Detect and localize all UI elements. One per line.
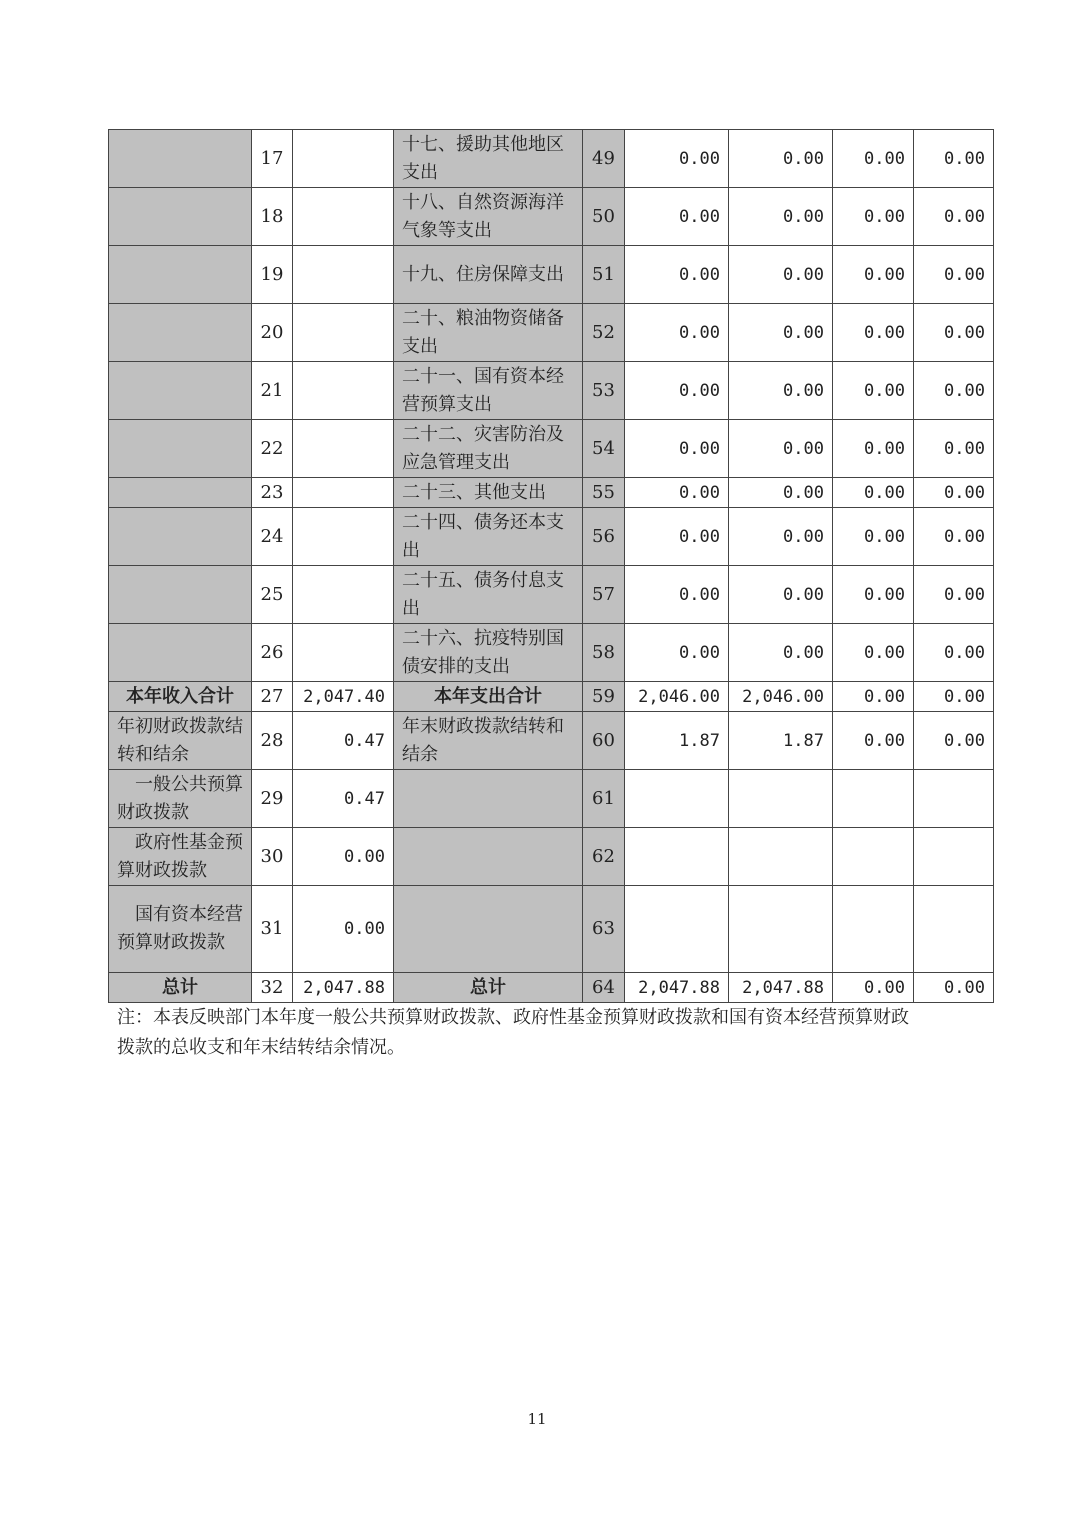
table-row [109, 886, 994, 973]
income-line-no-cell: 25 [252, 566, 293, 624]
general-budget-cell [729, 770, 833, 828]
state-capital-budget-cell: 0.00 [914, 973, 994, 1003]
table-row [109, 420, 994, 478]
income-item-cell [109, 130, 252, 188]
fund-budget-cell: 0.00 [833, 624, 914, 682]
general-budget-cell [729, 828, 833, 886]
expense-item-cell: 年末财政拨款结转和结余 [394, 712, 583, 770]
table-row [109, 188, 994, 246]
income-line-no-cell: 19 [252, 246, 293, 304]
page-number: 11 [527, 1410, 547, 1428]
general-budget-cell: 0.00 [729, 508, 833, 566]
income-line-no-cell: 24 [252, 508, 293, 566]
expense-line-no-cell: 55 [583, 478, 625, 508]
expense-line-no-cell: 58 [583, 624, 625, 682]
income-item-cell [109, 304, 252, 362]
state-capital-budget-cell: 0.00 [914, 478, 994, 508]
income-item-cell [109, 362, 252, 420]
general-budget-cell: 0.00 [729, 304, 833, 362]
general-budget-cell: 0.00 [729, 566, 833, 624]
general-budget-cell: 0.00 [729, 624, 833, 682]
income-line-no-cell: 26 [252, 624, 293, 682]
expense-item-cell: 二十六、抗疫特别国债安排的支出 [394, 624, 583, 682]
state-capital-budget-cell [914, 828, 994, 886]
expense-item-cell: 二十二、灾害防治及应急管理支出 [394, 420, 583, 478]
expense-total-cell: 2,047.88 [625, 973, 729, 1003]
fund-budget-cell: 0.00 [833, 682, 914, 712]
income-item-cell [109, 246, 252, 304]
state-capital-budget-cell: 0.00 [914, 712, 994, 770]
income-line-no-cell: 32 [252, 973, 293, 1003]
income-item-cell [109, 566, 252, 624]
fund-budget-cell: 0.00 [833, 130, 914, 188]
income-amount-cell [293, 508, 394, 566]
fund-budget-cell: 0.00 [833, 566, 914, 624]
expense-total-cell: 0.00 [625, 478, 729, 508]
general-budget-cell: 0.00 [729, 130, 833, 188]
expense-total-cell: 0.00 [625, 188, 729, 246]
table-row [109, 508, 994, 566]
expense-total-cell: 1.87 [625, 712, 729, 770]
expense-line-no-cell: 51 [583, 246, 625, 304]
income-item-cell: 国有资本经营预算财政拨款 [109, 886, 252, 973]
income-line-no-cell: 31 [252, 886, 293, 973]
expense-total-cell [625, 886, 729, 973]
income-amount-cell [293, 566, 394, 624]
expense-line-no-cell: 61 [583, 770, 625, 828]
expense-item-cell: 二十四、债务还本支出 [394, 508, 583, 566]
expense-line-no-cell: 54 [583, 420, 625, 478]
general-budget-cell: 1.87 [729, 712, 833, 770]
state-capital-budget-cell: 0.00 [914, 508, 994, 566]
expense-item-cell [394, 886, 583, 973]
fund-budget-cell: 0.00 [833, 420, 914, 478]
expense-line-no-cell: 50 [583, 188, 625, 246]
expense-item-cell: 总计 [394, 973, 583, 1003]
fund-budget-cell: 0.00 [833, 973, 914, 1003]
income-line-no-cell: 30 [252, 828, 293, 886]
fund-budget-cell: 0.00 [833, 188, 914, 246]
expense-item-cell: 二十三、其他支出 [394, 478, 583, 508]
expense-line-no-cell: 64 [583, 973, 625, 1003]
income-amount-cell [293, 624, 394, 682]
general-budget-cell: 0.00 [729, 246, 833, 304]
table-row [109, 624, 994, 682]
table-row [109, 712, 994, 770]
income-amount-cell: 0.00 [293, 828, 394, 886]
income-amount-cell [293, 304, 394, 362]
expense-item-cell: 二十、粮油物资储备支出 [394, 304, 583, 362]
table-row [109, 478, 994, 508]
expense-line-no-cell: 52 [583, 304, 625, 362]
expense-total-cell: 0.00 [625, 304, 729, 362]
income-item-cell [109, 478, 252, 508]
expense-total-cell: 0.00 [625, 508, 729, 566]
general-budget-cell: 2,046.00 [729, 682, 833, 712]
income-line-no-cell: 20 [252, 304, 293, 362]
income-amount-cell [293, 420, 394, 478]
fund-budget-cell: 0.00 [833, 508, 914, 566]
expense-line-no-cell: 53 [583, 362, 625, 420]
state-capital-budget-cell: 0.00 [914, 188, 994, 246]
expense-total-cell: 0.00 [625, 566, 729, 624]
state-capital-budget-cell: 0.00 [914, 566, 994, 624]
income-line-no-cell: 21 [252, 362, 293, 420]
general-budget-cell: 0.00 [729, 362, 833, 420]
income-amount-cell [293, 478, 394, 508]
expense-total-cell: 0.00 [625, 362, 729, 420]
expense-item-cell: 十八、自然资源海洋气象等支出 [394, 188, 583, 246]
income-item-cell: 年初财政拨款结转和结余 [109, 712, 252, 770]
general-budget-cell: 2,047.88 [729, 973, 833, 1003]
income-item-cell [109, 188, 252, 246]
fund-budget-cell: 0.00 [833, 246, 914, 304]
expense-line-no-cell: 62 [583, 828, 625, 886]
expense-line-no-cell: 63 [583, 886, 625, 973]
table-row [109, 973, 994, 1003]
expense-total-cell: 0.00 [625, 420, 729, 478]
state-capital-budget-cell: 0.00 [914, 246, 994, 304]
income-amount-cell: 2,047.40 [293, 682, 394, 712]
income-amount-cell: 0.00 [293, 886, 394, 973]
expense-total-cell: 0.00 [625, 624, 729, 682]
general-budget-cell: 0.00 [729, 188, 833, 246]
income-amount-cell [293, 246, 394, 304]
income-amount-cell [293, 362, 394, 420]
income-item-cell: 本年收入合计 [109, 682, 252, 712]
income-item-cell: 总计 [109, 973, 252, 1003]
table-row [109, 304, 994, 362]
income-line-no-cell: 22 [252, 420, 293, 478]
income-line-no-cell: 18 [252, 188, 293, 246]
table-row [109, 246, 994, 304]
income-line-no-cell: 29 [252, 770, 293, 828]
table-row [109, 770, 994, 828]
fund-budget-cell [833, 770, 914, 828]
expense-line-no-cell: 60 [583, 712, 625, 770]
income-item-cell: 一般公共预算财政拨款 [109, 770, 252, 828]
fund-budget-cell [833, 886, 914, 973]
table-note: 注：本表反映部门本年度一般公共预算财政拨款、政府性基金预算财政拨款和国有资本经营预算财政拨款的总收支和年末结转结余情况。 [117, 1007, 909, 1058]
general-budget-cell: 0.00 [729, 420, 833, 478]
table-row [109, 682, 994, 712]
state-capital-budget-cell: 0.00 [914, 362, 994, 420]
expense-total-cell [625, 770, 729, 828]
state-capital-budget-cell: 0.00 [914, 420, 994, 478]
state-capital-budget-cell [914, 886, 994, 973]
state-capital-budget-cell: 0.00 [914, 682, 994, 712]
table-row [109, 362, 994, 420]
table-row [109, 566, 994, 624]
expense-item-cell: 二十一、国有资本经营预算支出 [394, 362, 583, 420]
expense-total-cell: 0.00 [625, 246, 729, 304]
table-row [109, 130, 994, 188]
income-item-cell [109, 624, 252, 682]
fund-budget-cell: 0.00 [833, 362, 914, 420]
expense-item-cell [394, 828, 583, 886]
expense-total-cell [625, 828, 729, 886]
income-line-no-cell: 27 [252, 682, 293, 712]
fund-budget-cell: 0.00 [833, 304, 914, 362]
income-amount-cell: 0.47 [293, 770, 394, 828]
income-line-no-cell: 23 [252, 478, 293, 508]
state-capital-budget-cell [914, 770, 994, 828]
state-capital-budget-cell: 0.00 [914, 130, 994, 188]
general-budget-cell: 0.00 [729, 478, 833, 508]
expense-line-no-cell: 57 [583, 566, 625, 624]
income-amount-cell [293, 188, 394, 246]
expense-item-cell: 本年支出合计 [394, 682, 583, 712]
table-row [109, 828, 994, 886]
budget-table [108, 129, 994, 1003]
income-amount-cell: 2,047.88 [293, 973, 394, 1003]
expense-line-no-cell: 59 [583, 682, 625, 712]
expense-item-cell [394, 770, 583, 828]
fund-budget-cell: 0.00 [833, 712, 914, 770]
expense-item-cell: 二十五、债务付息支出 [394, 566, 583, 624]
fund-budget-cell: 0.00 [833, 478, 914, 508]
state-capital-budget-cell: 0.00 [914, 304, 994, 362]
expense-line-no-cell: 56 [583, 508, 625, 566]
income-item-cell [109, 420, 252, 478]
fund-budget-cell [833, 828, 914, 886]
state-capital-budget-cell: 0.00 [914, 624, 994, 682]
income-amount-cell: 0.47 [293, 712, 394, 770]
income-item-cell [109, 508, 252, 566]
expense-line-no-cell: 49 [583, 130, 625, 188]
expense-total-cell: 0.00 [625, 130, 729, 188]
income-item-cell: 政府性基金预算财政拨款 [109, 828, 252, 886]
income-line-no-cell: 17 [252, 130, 293, 188]
expense-item-cell: 十七、援助其他地区支出 [394, 130, 583, 188]
income-amount-cell [293, 130, 394, 188]
expense-item-cell: 十九、住房保障支出 [394, 246, 583, 304]
expense-total-cell: 2,046.00 [625, 682, 729, 712]
income-line-no-cell: 28 [252, 712, 293, 770]
general-budget-cell [729, 886, 833, 973]
